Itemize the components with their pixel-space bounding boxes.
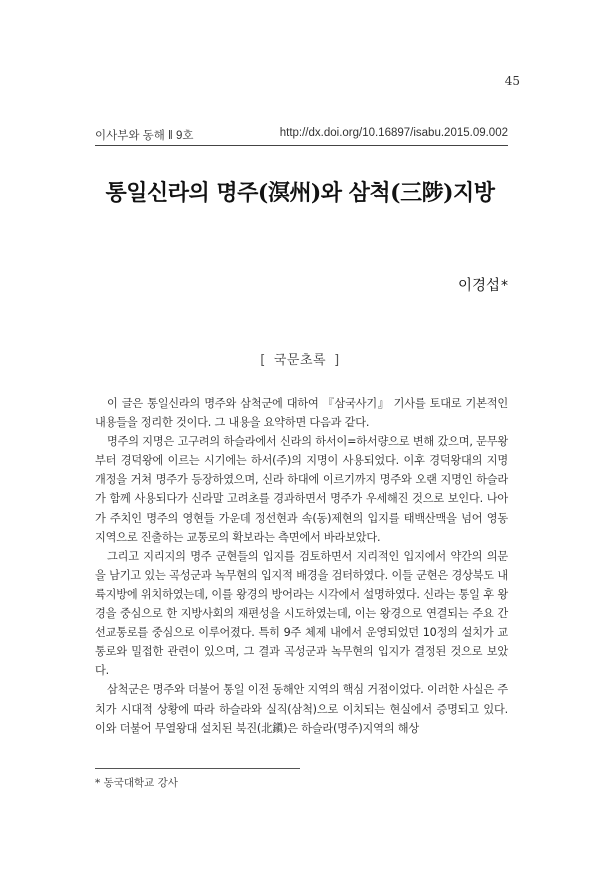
doi-link[interactable]: http://dx.doi.org/10.16897/isabu.2015.09.002 [279,127,508,139]
abstract-paragraph-2: 명주의 지명은 고구려의 하슬라에서 신라의 하서이=하서량으로 변해 갔으며, 문무왕부터 경덕왕에 이르는 시기에는 하서(주)의 지명이 사용되었다. 이후 경덕왕대의 지명 개정을 거쳐 명주가 등장하였으며, 신라 하대에 이르기까지 명주와 오랜 지명인 하슬라가 함께 사용되다가 신라말 고려초를 경과하면서 명주가 우세해진 것으로 보인다. 나아가 주치인 명주의 영현들 가운데 정선현과 속(동)제현의 입지를 태백산맥을 넘어 영동지역으로 진출하는 교통로의 확보라는 측면에서 바라보았다. [95,435,508,544]
footnote-mark: * [95,777,101,789]
footnote [95,775,395,790]
author-footnote-mark[interactable]: * [501,278,508,294]
journal-issue: 이사부와 동해 ‖ 9호 [95,130,194,142]
abstract-heading-label: 국문초록 [273,353,327,368]
page-number: 45 [504,74,520,88]
footnote-rule [95,768,300,769]
abstract-paragraph-3: 그리고 지리지의 명주 군현들의 입지를 검토하면서 지리적인 입지에서 약간의 의문을 남기고 있는 곡성군과 녹무현의 입지적 배경을 검터하였다. 이들 군현은 경상북도 내륙지방에 위치하였는데, 이를 왕경의 방어라는 시각에서 설명하였다. 신라는 통일 후 왕경을 중심으로 한 지방사회의 재편성을 시도하였는데, 이는 왕경으로 연결되는 주요 간선교통로를 중심으로 이루어졌다. 특히 9주 체제 내에서 운영되었던 10정의 설치가 교통로와 밀접한 관련이 있으며, 그 결과 곡성군과 녹무현의 입지가 결정된 것으로 보았다. [95,549,508,678]
abstract-body [95,394,508,738]
author-line [300,274,508,295]
author-name: 이경섭 [457,278,500,294]
bracket-close: ] [334,353,340,368]
header-rule [95,145,508,146]
abstract-paragraph-1: 이 글은 통일신라의 명주와 삼척군에 대하여 『삼국사기』 기사를 토대로 기본적인 내용들을 정리한 것이다. 그 내용을 요약하면 다음과 같다. [95,397,508,430]
abstract-heading [150,349,450,368]
article-title: 통일신라의 명주(溟州)와 삼척(三陟)지방 [105,180,495,206]
bracket-open: [ [260,353,266,368]
running-head [95,127,508,143]
footnote-text: 동국대학교 강사 [103,777,178,789]
abstract-paragraph-4: 삼척군은 명주와 더불어 통일 이전 동해안 지역의 핵심 거점이었다. 이러한 사실은 주치가 시대적 상황에 따라 하슬라와 실직(삼척)으로 이치되는 현실에서 증명되고 있다. 이와 더불어 무열왕대 설치된 북진(北鎭)은 하슬라(명주)지역의 해상 [95,683,508,735]
